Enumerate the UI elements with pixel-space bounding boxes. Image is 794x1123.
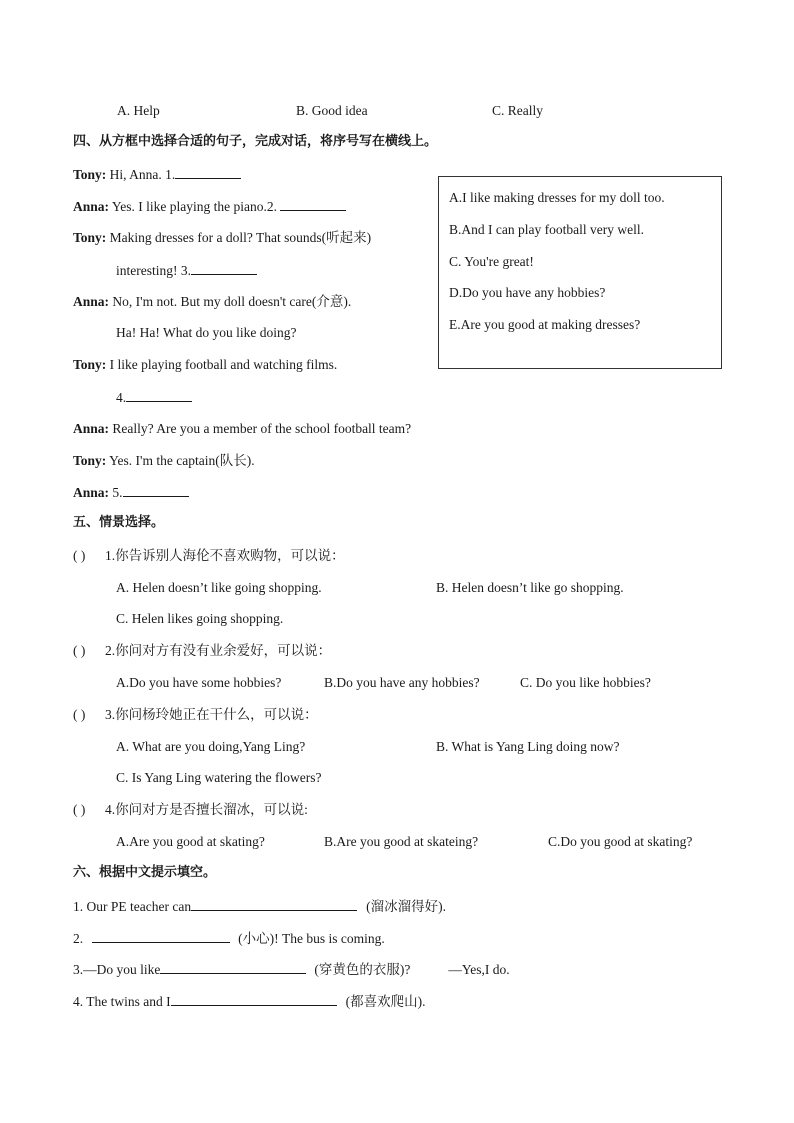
item-hint: (溜冰溜得好). (366, 899, 446, 914)
box-choice-c: C. You're great! (449, 254, 534, 269)
choice-box (438, 176, 722, 369)
item-hint: (小心)! The bus is coming. (238, 931, 385, 946)
fill-blank-1[interactable] (191, 897, 357, 911)
answer-blank-5[interactable] (123, 483, 189, 497)
option-a: A. Help (117, 103, 160, 118)
answer-blank-1[interactable] (175, 165, 241, 179)
speaker: Anna: (73, 294, 110, 309)
option-b: B. Good idea (296, 103, 368, 118)
answer-paren-3[interactable]: ( ) (73, 707, 86, 722)
fill-blank-3[interactable] (160, 960, 306, 974)
dialogue-line-4 (116, 261, 257, 280)
dialogue-line-3 (73, 229, 371, 247)
box-choice-a: A.I like making dresses for my doll too. (449, 190, 665, 205)
q4-option-c: C.Do you good at skating? (548, 834, 693, 849)
dialogue-line-10 (73, 452, 255, 470)
fill-item-3 (73, 960, 510, 979)
line-text: I like playing football and watching films. (106, 357, 338, 372)
speaker: Tony: (73, 230, 107, 245)
fill-blank-2[interactable] (92, 929, 230, 943)
fill-item-1 (73, 897, 446, 916)
dialogue-line-2 (73, 197, 346, 216)
q1-option-c: C. Helen likes going shopping. (116, 611, 284, 626)
line-text: Yes. I'm the captain(队长). (106, 453, 255, 468)
box-choice-b: B.And I can play football very well. (449, 222, 644, 237)
dialogue-line-8 (116, 388, 192, 407)
fill-item-4 (73, 992, 426, 1011)
dialogue-line-7 (73, 356, 337, 374)
item-hint: (都喜欢爬山). (345, 994, 426, 1009)
box-choice-d: D.Do you have any hobbies? (449, 285, 606, 300)
item-prefix: 3.—Do you like (73, 962, 161, 977)
dialogue-line-9 (73, 420, 411, 438)
line-text: 4. (116, 390, 127, 405)
line-text: Making dresses for a doll? That sounds(听起来) (106, 230, 372, 245)
q4-option-b: B.Are you good at skateing? (324, 834, 479, 849)
q3-option-c: C. Is Yang Ling watering the flowers? (116, 770, 322, 785)
q2-option-a: A.Do you have some hobbies? (116, 675, 282, 690)
question-1-stem: 1.你告诉别人海伦不喜欢购物，可以说： (105, 548, 345, 563)
fill-blank-4[interactable] (171, 992, 337, 1006)
q2-option-b: B.Do you have any hobbies? (324, 675, 480, 690)
q3-option-b: B. What is Yang Ling doing now? (436, 739, 620, 754)
dialogue-line-5 (73, 293, 351, 311)
answer-paren-1[interactable]: ( ) (73, 548, 86, 563)
item-prefix: 4. The twins and I (73, 994, 171, 1009)
q1-option-b: B. Helen doesn’t like go shopping. (436, 580, 624, 595)
speaker: Tony: (73, 357, 107, 372)
line-text: Yes. I like playing the piano.2. (109, 199, 278, 214)
speaker: Tony: (73, 167, 107, 182)
section5-heading: 五、情景选择。 (73, 515, 165, 530)
q2-option-c: C. Do you like hobbies? (520, 675, 651, 690)
answer-blank-2[interactable] (280, 197, 346, 211)
line-text: No, I'm not. But my doll doesn't care(介意). (109, 294, 352, 309)
q4-option-a: A.Are you good at skating? (116, 834, 265, 849)
line-text: interesting! 3. (116, 263, 191, 278)
section6-heading: 六、根据中文提示填空。 (73, 865, 217, 880)
answer-paren-2[interactable]: ( ) (73, 643, 86, 658)
question-3-stem: 3.你问杨玲她正在干什么，可以说： (105, 707, 318, 722)
item-answer: —Yes,I do. (448, 962, 510, 977)
dialogue-line-11 (73, 483, 189, 502)
section4-heading: 四、从方框中选择合适的句子，完成对话，将序号写在横线上。 (73, 134, 438, 149)
fill-item-2 (73, 929, 385, 948)
option-c: C. Really (492, 103, 543, 118)
line-text: 5. (109, 485, 123, 500)
q1-option-a: A. Helen doesn’t like going shopping. (116, 580, 322, 595)
dialogue-line-6 (116, 324, 296, 342)
item-prefix: 2. (73, 931, 84, 946)
line-text: Ha! Ha! What do you like doing? (116, 325, 297, 340)
speaker: Anna: (73, 199, 110, 214)
line-text: Really? Are you a member of the school football team? (109, 421, 412, 436)
question-4-stem: 4.你问对方是否擅长溜冰，可以说: (105, 802, 308, 817)
speaker: Tony: (73, 453, 107, 468)
answer-paren-4[interactable]: ( ) (73, 802, 86, 817)
dialogue-line-1 (73, 165, 241, 184)
item-hint: (穿黄色的衣服)? (314, 962, 411, 977)
q3-option-a: A. What are you doing,Yang Ling? (116, 739, 306, 754)
answer-blank-3[interactable] (191, 261, 257, 275)
box-choice-e: E.Are you good at making dresses? (449, 317, 641, 332)
question-2-stem: 2.你问对方有没有业余爱好，可以说： (105, 643, 332, 658)
item-prefix: 1. Our PE teacher can (73, 899, 192, 914)
answer-blank-4[interactable] (126, 388, 192, 402)
speaker: Anna: (73, 421, 110, 436)
line-text: Hi, Anna. 1. (106, 167, 176, 182)
speaker: Anna: (73, 485, 110, 500)
